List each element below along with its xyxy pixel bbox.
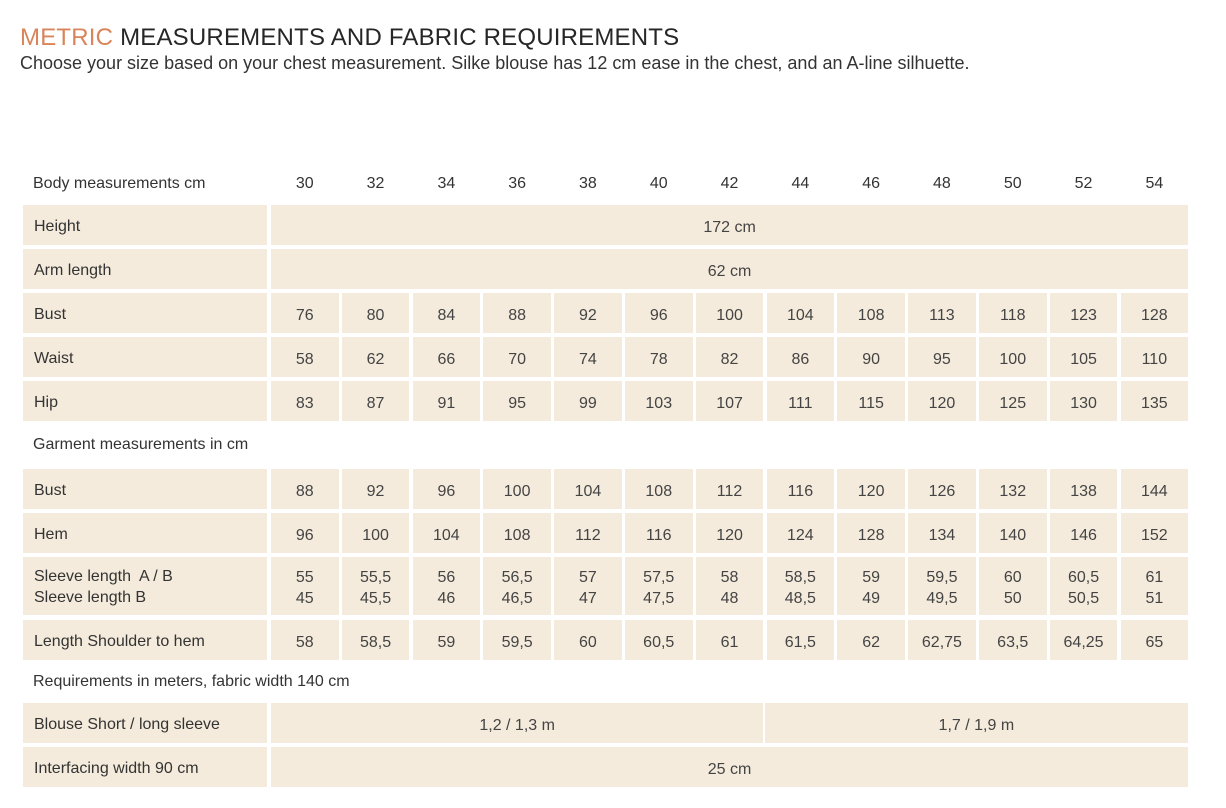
sleeve-b-value: 50 [1003,590,1022,607]
length-label: Length Shoulder to hem [23,620,267,660]
sleeve-value-stack [785,567,816,609]
length-cell: 63,5 [979,620,1047,660]
garment-bust-cell: 100 [483,469,551,509]
body-bust-cell: 128 [1121,293,1189,333]
sleeve-b-value: 48 [720,590,739,607]
body-bust-cell: 104 [767,293,835,333]
title-accent: METRIC [20,24,114,51]
hip-cell: 120 [908,381,976,421]
hem-label: Hem [23,513,267,553]
hip-cell: 103 [625,381,693,421]
sleeve-cell [1121,557,1189,615]
hem-cell: 100 [342,513,410,553]
garment-bust-cell: 116 [767,469,835,509]
garment-bust-cell: 112 [696,469,764,509]
sleeve-cell [767,557,835,615]
sleeve-a-value: 59,5 [926,569,958,586]
body-bust-cell: 92 [554,293,622,333]
sleeve-a-value: 59 [862,569,881,586]
sleeve-value-stack [296,567,314,609]
waist-cell: 78 [625,337,693,377]
size-header: 50 [1003,175,1022,192]
height-value: 172 cm [271,205,1188,245]
sleeve-cell [979,557,1047,615]
length-cell: 61 [696,620,764,660]
body-bust-cell: 108 [837,293,905,333]
sleeve-value-stack [721,567,739,609]
sleeve-label-b: Sleeve length B [34,589,147,606]
garment-bust-cell: 132 [979,469,1047,509]
sleeve-cell [837,557,905,615]
hem-cell: 96 [271,513,339,553]
sleeve-value-stack [1145,567,1163,609]
waist-cell: 62 [342,337,410,377]
size-header: 48 [933,175,951,192]
waist-cell: 95 [908,337,976,377]
sleeve-value-stack [437,567,455,609]
length-cell: 61,5 [767,620,835,660]
sleeve-cell [483,557,551,615]
sleeve-b-value: 46,5 [501,590,533,607]
hem-cell: 104 [413,513,481,553]
sleeve-b-value: 49 [862,590,881,607]
waist-cell: 66 [413,337,481,377]
body-bust-cell: 80 [342,293,410,333]
hem-cell: 120 [696,513,764,553]
sleeve-value-stack [1068,567,1099,609]
sleeve-label [23,557,267,615]
length-cell: 62 [837,620,905,660]
hem-cell: 152 [1121,513,1189,553]
sleeve-a-value: 57,5 [643,569,675,586]
sleeve-cell [554,557,622,615]
length-cell: 60 [554,620,622,660]
sleeve-value-stack [360,567,391,609]
hip-cell: 111 [767,381,835,421]
sleeve-cell [413,557,481,615]
garment-bust-cell: 138 [1050,469,1118,509]
sleeve-a-value: 61 [1145,569,1164,586]
hem-cell: 140 [979,513,1047,553]
hip-cell: 135 [1121,381,1189,421]
body-measurements-heading: Body measurements cm [33,175,206,192]
sleeve-b-value: 46 [437,590,456,607]
sleeve-cell [342,557,410,615]
body-bust-label: Bust [23,293,267,333]
blouse-value-small: 1,2 / 1,3 m [271,703,763,743]
page-subtitle: Choose your size based on your chest measurement. Silke blouse has 12 cm ease in the chest, and an A-line silhuette. [20,53,970,73]
hem-cell: 134 [908,513,976,553]
hip-cell: 125 [979,381,1047,421]
body-bust-cell: 118 [979,293,1047,333]
garment-bust-cell: 144 [1121,469,1189,509]
waist-cell: 105 [1050,337,1118,377]
interfacing-label: Interfacing width 90 cm [23,747,267,787]
length-cell: 62,75 [908,620,976,660]
size-header: 32 [366,175,385,192]
sleeve-a-value: 57 [579,569,597,586]
interfacing-value: 25 cm [271,747,1188,787]
sleeve-label-a: Sleeve length A / B [34,568,173,585]
size-header: 44 [791,175,810,192]
sleeve-cell [696,557,764,615]
hem-cell: 116 [625,513,693,553]
sleeve-b-value: 45 [295,590,314,607]
sleeve-b-value: 45,5 [359,590,392,607]
body-bust-cell: 113 [908,293,976,333]
sleeve-a-value: 60,5 [1067,569,1100,586]
hip-cell: 107 [696,381,764,421]
body-bust-cell: 100 [696,293,764,333]
sleeve-value-stack [643,567,674,609]
arm-length-value: 62 cm [271,249,1188,289]
sleeve-a-value: 60 [1003,569,1022,586]
sleeve-a-value: 58 [720,569,739,586]
sleeve-a-value: 55 [295,569,314,586]
hem-cell: 112 [554,513,622,553]
length-cell: 64,25 [1050,620,1118,660]
sleeve-a-value: 55,5 [359,569,392,586]
hip-cell: 95 [483,381,551,421]
hip-cell: 99 [554,381,622,421]
size-header: 36 [508,175,527,192]
height-label: Height [23,205,267,245]
sleeve-value-stack [502,567,533,609]
size-header: 52 [1074,175,1093,192]
body-bust-cell: 76 [271,293,339,333]
size-header: 40 [649,175,668,192]
size-header: 38 [579,175,597,192]
waist-cell: 58 [271,337,339,377]
sleeve-a-value: 56 [437,569,456,586]
length-cell: 58,5 [342,620,410,660]
waist-cell: 110 [1121,337,1189,377]
hem-cell: 108 [483,513,551,553]
garment-bust-label: Bust [23,469,267,509]
waist-cell: 74 [554,337,622,377]
hip-label: Hip [23,381,267,421]
sleeve-label-stack [34,566,173,608]
waist-cell: 86 [767,337,835,377]
waist-label: Waist [23,337,267,377]
body-bust-cell: 123 [1050,293,1118,333]
hip-cell: 83 [271,381,339,421]
garment-bust-cell: 108 [625,469,693,509]
hem-cell: 128 [837,513,905,553]
sleeve-cell [625,557,693,615]
length-cell: 59 [413,620,481,660]
size-header: 30 [295,175,314,192]
sleeve-b-value: 47 [579,590,597,607]
waist-cell: 90 [837,337,905,377]
garment-bust-cell: 92 [342,469,410,509]
hem-cell: 146 [1050,513,1118,553]
sleeve-value-stack [862,567,880,609]
body-bust-cell: 96 [625,293,693,333]
length-cell: 60,5 [625,620,693,660]
sleeve-value-stack [926,567,957,609]
length-cell: 58 [271,620,339,660]
size-header: 54 [1145,175,1164,192]
waist-cell: 82 [696,337,764,377]
garment-bust-cell: 126 [908,469,976,509]
waist-cell: 70 [483,337,551,377]
sleeve-value-stack [1004,567,1022,609]
hip-cell: 130 [1050,381,1118,421]
sleeve-b-value: 49,5 [926,590,958,607]
garment-bust-cell: 104 [554,469,622,509]
length-cell: 59,5 [483,620,551,660]
body-bust-cell: 84 [413,293,481,333]
arm-length-label: Arm length [23,249,267,289]
sleeve-a-value: 58,5 [784,569,816,586]
sleeve-b-value: 51 [1145,590,1164,607]
body-bust-cell: 88 [483,293,551,333]
sleeve-cell [271,557,339,615]
sleeve-a-value: 56,5 [501,569,533,586]
sleeve-value-stack [579,567,597,609]
hip-cell: 91 [413,381,481,421]
sleeve-cell [1050,557,1118,615]
sleeve-b-value: 50,5 [1067,590,1100,607]
garment-bust-cell: 88 [271,469,339,509]
garment-bust-cell: 120 [837,469,905,509]
hem-cell: 124 [767,513,835,553]
waist-cell: 100 [979,337,1047,377]
sleeve-cell [908,557,976,615]
blouse-value-large: 1,7 / 1,9 m [765,703,1189,743]
blouse-label: Blouse Short / long sleeve [23,703,267,743]
size-header: 42 [720,175,739,192]
garment-bust-cell: 96 [413,469,481,509]
size-header: 34 [437,175,456,192]
size-header: 46 [862,175,881,192]
hip-cell: 87 [342,381,410,421]
hip-cell: 115 [837,381,905,421]
requirements-heading: Requirements in meters, fabric width 140 cm [33,673,350,690]
title-rest: MEASUREMENTS AND FABRIC REQUIREMENTS [113,24,680,51]
length-cell: 65 [1121,620,1189,660]
sleeve-b-value: 48,5 [784,590,816,607]
sleeve-b-value: 47,5 [643,590,675,607]
garment-measurements-heading: Garment measurements in cm [33,436,249,453]
